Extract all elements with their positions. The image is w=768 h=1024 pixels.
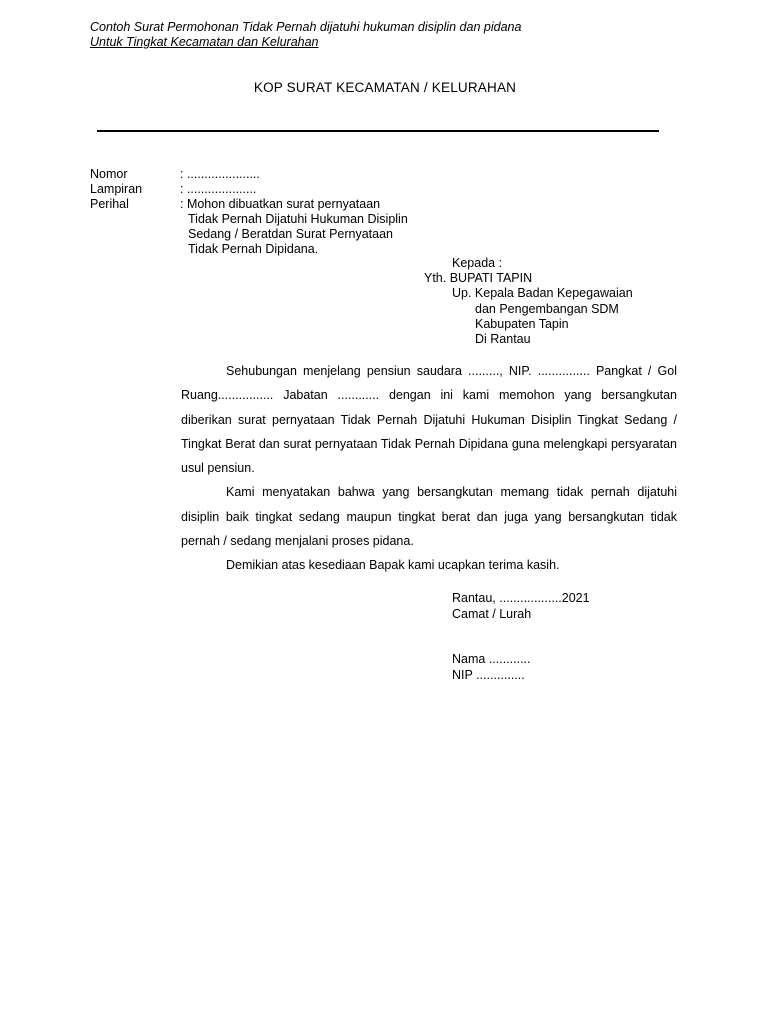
- letterhead-rule: [97, 130, 659, 132]
- signature-space: [452, 622, 590, 652]
- lampiran-label: Lampiran: [90, 182, 143, 196]
- recipient-attention: Up. Kepala Badan Kepegawaian: [452, 286, 633, 301]
- place-date: Rantau, ..................2021: [452, 591, 590, 605]
- perihal-continuation-2: Sedang / Beratdan Surat Pernyataan: [188, 227, 394, 241]
- signature-block: [452, 591, 590, 683]
- body-paragraph-1: Sehubungan menjelang pensiun saudara ........., NIP. ............... Pangkat / Gol Ruang................ Jabatan ............ dengan ini kami memohon yang bersangkutan diberikan surat pernyataan Tidak Pernah Dijatuhi Hukuman Disiplin Tingkat Sedang / Tingkat Berat dan surat pernyataan Tidak Pernah Dipidana guna melengkapi persyaratan usul pensiun.: [181, 364, 677, 476]
- perihal-row: [90, 197, 408, 212]
- document-caption: [90, 20, 521, 50]
- recipient-name: Yth. BUPATI TAPIN: [424, 271, 533, 286]
- recipient-line-2: dan Pengembangan SDM: [475, 301, 619, 316]
- signatory-nip: NIP ..............: [452, 667, 525, 682]
- perihal-value: : Mohon dibuatkan surat pernyataan: [180, 197, 381, 211]
- signatory-name: Nama ............: [452, 652, 531, 666]
- signatory-role: Camat / Lurah: [452, 606, 532, 621]
- lampiran-value: : ....................: [180, 182, 257, 196]
- recipient-line-4: Di Rantau: [475, 332, 531, 347]
- caption-line-1: Contoh Surat Permohonan Tidak Pernah dijatuhi hukuman disiplin dan pidana: [90, 20, 522, 34]
- kepada-label: Kepada :: [452, 256, 503, 270]
- caption-line-2: Untuk Tingkat Kecamatan dan Kelurahan: [90, 35, 319, 49]
- perihal-continuation-1: Tidak Pernah Dijatuhi Hukuman Disiplin: [188, 212, 408, 226]
- nomor-row: [90, 167, 408, 182]
- letter-body: [181, 359, 677, 578]
- perihal-continuation-3: Tidak Pernah Dipidana.: [188, 242, 319, 256]
- nomor-value: : .....................: [180, 167, 260, 181]
- body-paragraph-3: Demikian atas kesediaan Bapak kami ucapkan terima kasih.: [226, 558, 560, 573]
- letterhead-title: KOP SURAT KECAMATAN / KELURAHAN: [253, 80, 517, 95]
- perihal-label: Perihal: [90, 197, 129, 211]
- nomor-label: Nomor: [90, 167, 128, 181]
- recipient-line-3: Kabupaten Tapin: [475, 316, 569, 331]
- body-paragraph-2: Kami menyatakan bahwa yang bersangkutan memang tidak pernah dijatuhi disiplin baik tingkat sedang maupun tingkat berat dan juga yang bersangkutan tidak pernah / sedang menjalani proses pidana.: [181, 485, 677, 549]
- recipient-address: [424, 256, 633, 347]
- lampiran-row: [90, 182, 408, 197]
- letter-meta: [90, 167, 408, 257]
